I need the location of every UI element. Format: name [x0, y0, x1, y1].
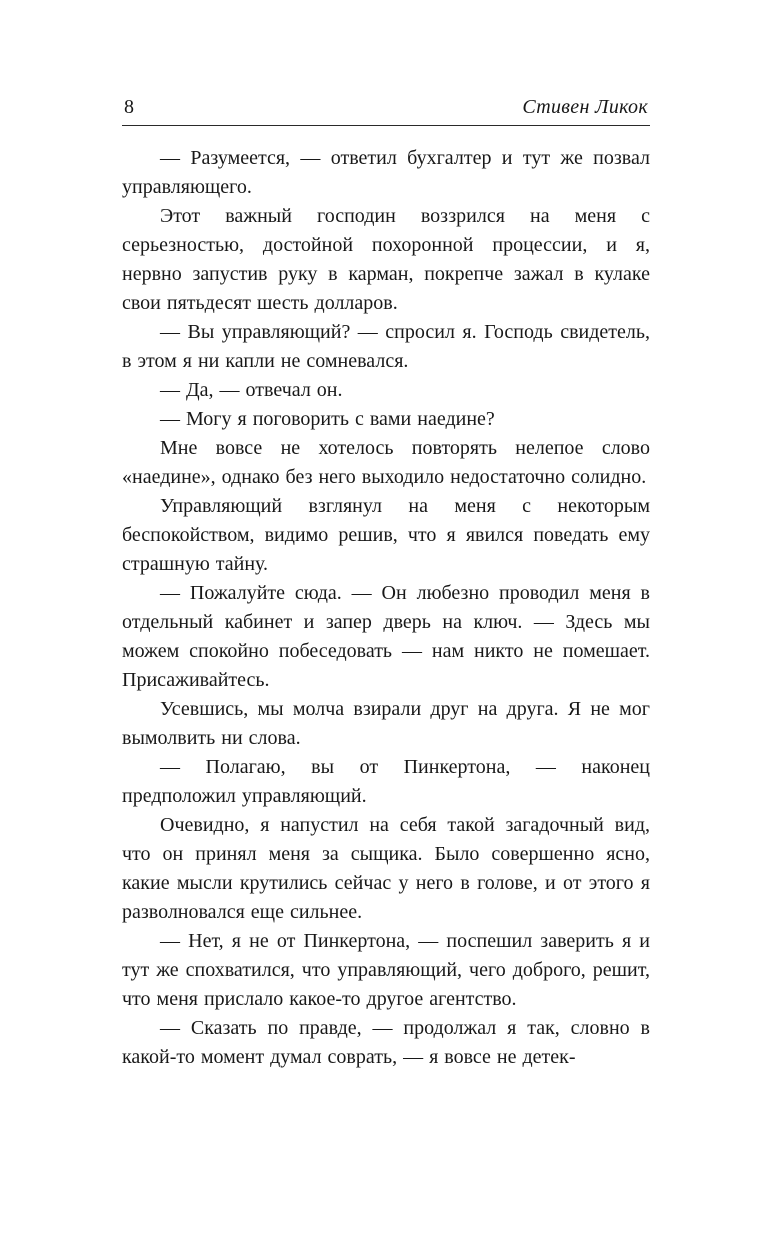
paragraph: Усевшись, мы молча взирали друг на друга. Я не мог вымолвить ни слова. — [122, 698, 650, 749]
paragraph: — Пожалуйте сюда. — Он любезно проводил меня в отдельный кабинет и запер дверь на ключ. — Здесь мы можем спокойно побеседовать — нам никто не помешает. Присаживайтесь. — [122, 582, 650, 691]
paragraph: Очевидно, я напустил на себя такой загадочный вид, что он принял меня за сыщика. Было совершенно ясно, какие мысли крутились сейчас у него в голове, и от этого я разволновался еще сильнее. — [122, 814, 650, 923]
page-content — [122, 96, 650, 1072]
header-rule — [122, 125, 650, 126]
paragraph: — Могу я поговорить с вами наедине? — [160, 408, 495, 430]
paragraph: — Нет, я не от Пинкертона, — поспешил заверить я и тут же спохватился, что управляющий, чего доброго, решит, что меня прислало какое-то другое агентство. — [122, 930, 650, 1010]
paragraph: Мне вовсе не хотелось повторять нелепое слово «наедине», однако без него выходило недостаточно солидно. — [122, 437, 650, 488]
paragraph: Этот важный господин воззрился на меня с серьезностью, достойной похоронной процессии, и я, нервно запустив руку в карман, покрепче зажал в кулаке свои пятьдесят шесть долларов. — [122, 205, 650, 314]
running-header — [122, 96, 650, 125]
paragraph: — Разумеется, — ответил бухгалтер и тут же позвал управляющего. — [122, 147, 650, 198]
paragraph: Управляющий взглянул на меня с некоторым беспокойством, видимо решив, что я явился поведать ему страшную тайну. — [122, 495, 650, 575]
paragraph: — Вы управляющий? — спросил я. Господь свидетель, в этом я ни капли не сомневался. — [122, 321, 650, 372]
paragraph: — Да, — отвечал он. — [160, 379, 343, 401]
text-block — [122, 144, 650, 1072]
page-number: 8 — [124, 96, 135, 118]
paragraph: — Полагаю, вы от Пинкертона, — наконец предположил управляющий. — [122, 756, 650, 807]
author-name: Стивен Ликок — [522, 96, 648, 118]
paragraph: — Сказать по правде, — продолжал я так, словно в какой-то момент думал соврать, — я вовсе не детек- — [122, 1017, 650, 1068]
